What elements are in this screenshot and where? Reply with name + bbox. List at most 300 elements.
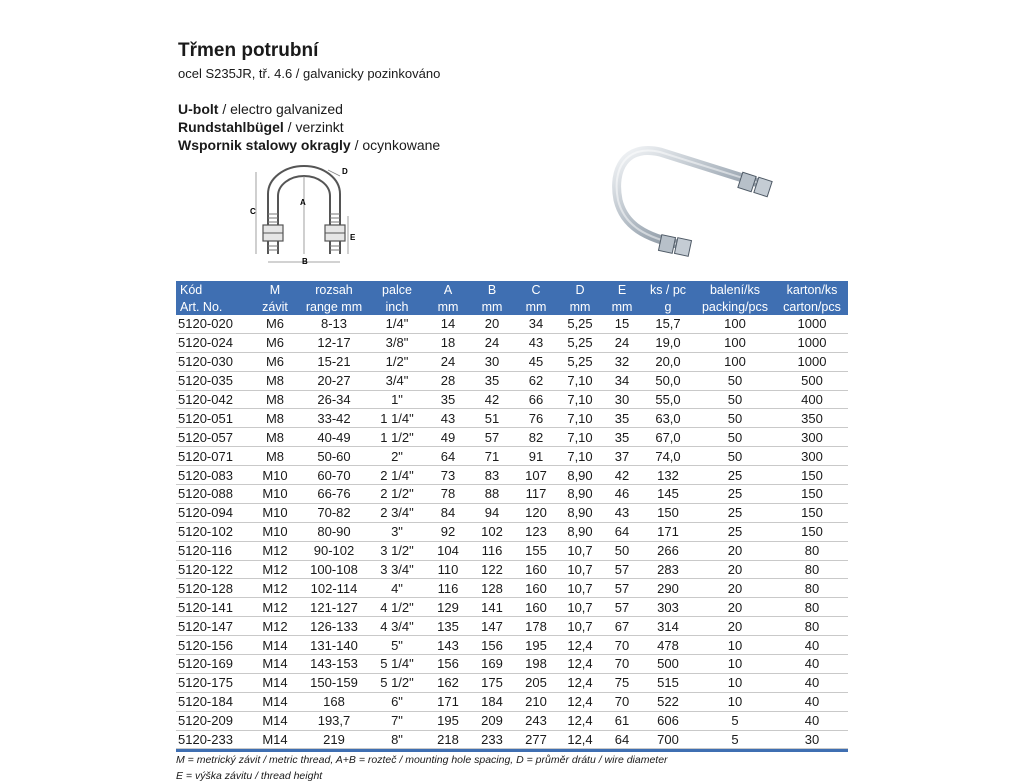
footnote-2: E = výška závitu / thread height [176, 770, 323, 783]
table-cell: 30 [470, 352, 514, 371]
table-cell: 3/8" [368, 333, 426, 352]
table-cell: 150 [776, 466, 848, 485]
table-cell: 83 [470, 466, 514, 485]
table-cell: M10 [250, 466, 300, 485]
table-cell: M10 [250, 503, 300, 522]
table-cell: 155 [514, 541, 558, 560]
table-cell: 12,4 [558, 655, 602, 674]
table-cell: 1 1/4" [368, 409, 426, 428]
table-cell: 102-114 [300, 579, 368, 598]
column-header: Kód [180, 282, 203, 297]
table-cell: 1/2" [368, 352, 426, 371]
table-cell: 20 [694, 541, 776, 560]
table-cell: 266 [642, 541, 694, 560]
column-subheader: packing/pcs [701, 299, 768, 314]
table-cell: 40 [776, 711, 848, 730]
table-cell: 126-133 [300, 617, 368, 636]
table-cell: 1" [368, 390, 426, 409]
product-names [178, 100, 440, 154]
table-row [176, 636, 848, 655]
table-cell: 120 [514, 503, 558, 522]
material-subtitle: ocel S235JR, tř. 4.6 / galvanicky pozinkováno [178, 66, 441, 81]
table-cell: 37 [602, 447, 642, 466]
table-cell: 43 [426, 409, 470, 428]
table-cell: 100 [694, 352, 776, 371]
product-name-en: U-bolt / electro galvanized [178, 101, 343, 117]
table-header-row [176, 281, 848, 298]
table-cell: 34 [514, 315, 558, 333]
table-cell: 10,7 [558, 541, 602, 560]
dimension-table [176, 281, 848, 749]
dimension-table-section [176, 281, 848, 784]
table-cell: 80 [776, 598, 848, 617]
table-cell: 35 [426, 390, 470, 409]
table-cell: 20 [694, 617, 776, 636]
table-cell: 169 [470, 655, 514, 674]
table-cell: M8 [250, 428, 300, 447]
table-cell: 123 [514, 522, 558, 541]
table-cell: 5120-030 [176, 352, 250, 371]
table-cell: 10,7 [558, 598, 602, 617]
table-subheader-row [176, 298, 848, 315]
table-cell: 10 [694, 673, 776, 692]
table-cell: 7,10 [558, 390, 602, 409]
table-cell: 175 [470, 673, 514, 692]
table-cell: 15,7 [642, 315, 694, 333]
table-cell: 26-34 [300, 390, 368, 409]
table-cell: 5120-141 [176, 598, 250, 617]
table-cell: 2 3/4" [368, 503, 426, 522]
table-cell: 55,0 [642, 390, 694, 409]
table-cell: 70-82 [300, 503, 368, 522]
table-cell: M14 [250, 636, 300, 655]
table-cell: 3/4" [368, 371, 426, 390]
table-cell: 57 [602, 560, 642, 579]
table-cell: 219 [300, 730, 368, 749]
table-cell: 50 [694, 409, 776, 428]
table-cell: 147 [470, 617, 514, 636]
table-cell: 84 [426, 503, 470, 522]
table-cell: 500 [642, 655, 694, 674]
table-cell: M10 [250, 522, 300, 541]
column-subheader: inch [385, 299, 409, 314]
table-cell: 8,90 [558, 503, 602, 522]
table-cell: 14 [426, 315, 470, 333]
table-cell: 12-17 [300, 333, 368, 352]
table-cell: 606 [642, 711, 694, 730]
table-cell: 5,25 [558, 333, 602, 352]
column-header: A [443, 282, 453, 297]
table-cell: 64 [426, 447, 470, 466]
column-header: D [575, 282, 585, 297]
table-cell: 1000 [776, 315, 848, 333]
table-cell: M12 [250, 560, 300, 579]
table-cell: 5120-102 [176, 522, 250, 541]
table-cell: 57 [602, 598, 642, 617]
table-cell: 131-140 [300, 636, 368, 655]
table-cell: 5 1/2" [368, 673, 426, 692]
table-cell: 70 [602, 655, 642, 674]
table-cell: 5120-128 [176, 579, 250, 598]
table-cell: M14 [250, 673, 300, 692]
table-cell: 700 [642, 730, 694, 749]
table-cell: 45 [514, 352, 558, 371]
table-cell: 61 [602, 711, 642, 730]
table-cell: 24 [602, 333, 642, 352]
table-cell: 64 [602, 730, 642, 749]
table-cell: 5120-088 [176, 485, 250, 504]
table-cell: M8 [250, 390, 300, 409]
table-cell: M14 [250, 692, 300, 711]
column-header: balení/ks [709, 282, 761, 297]
table-cell: 92 [426, 522, 470, 541]
table-cell: 209 [470, 711, 514, 730]
table-cell: 63,0 [642, 409, 694, 428]
table-cell: 12,4 [558, 692, 602, 711]
table-cell: 80 [776, 617, 848, 636]
table-cell: 314 [642, 617, 694, 636]
table-cell: 160 [514, 560, 558, 579]
table-body [176, 315, 848, 749]
table-cell: 91 [514, 447, 558, 466]
table-cell: 100 [694, 333, 776, 352]
table-cell: 5120-020 [176, 315, 250, 333]
table-row [176, 409, 848, 428]
table-cell: 162 [426, 673, 470, 692]
table-cell: 30 [602, 390, 642, 409]
table-cell: 5120-035 [176, 371, 250, 390]
table-cell: 15-21 [300, 352, 368, 371]
column-subheader: mm [481, 299, 503, 314]
table-cell: 10 [694, 636, 776, 655]
table-cell: 2" [368, 447, 426, 466]
table-cell: 2 1/4" [368, 466, 426, 485]
table-cell: 400 [776, 390, 848, 409]
table-cell: 1000 [776, 333, 848, 352]
table-cell: 5120-122 [176, 560, 250, 579]
table-cell: 1/4" [368, 315, 426, 333]
table-cell: 66 [514, 390, 558, 409]
u-bolt-drawing [248, 162, 360, 266]
table-row [176, 390, 848, 409]
table-cell: 5120-116 [176, 541, 250, 560]
table-cell: 25 [694, 503, 776, 522]
column-header: rozsah [315, 282, 353, 297]
table-row [176, 371, 848, 390]
table-cell: M10 [250, 485, 300, 504]
column-subheader: mm [569, 299, 591, 314]
table-cell: 43 [514, 333, 558, 352]
table-cell: 5120-209 [176, 711, 250, 730]
table-cell: 35 [470, 371, 514, 390]
table-cell: M8 [250, 409, 300, 428]
table-row [176, 352, 848, 371]
table-cell: 3" [368, 522, 426, 541]
table-cell: 12,4 [558, 636, 602, 655]
table-cell: 74,0 [642, 447, 694, 466]
table-cell: 12,4 [558, 673, 602, 692]
table-cell: 80 [776, 560, 848, 579]
table-row [176, 617, 848, 636]
table-cell: 5120-147 [176, 617, 250, 636]
table-cell: 66-76 [300, 485, 368, 504]
table-cell: 5120-184 [176, 692, 250, 711]
table-cell: 2 1/2" [368, 485, 426, 504]
table-cell: M6 [250, 333, 300, 352]
table-row [176, 598, 848, 617]
table-cell: 49 [426, 428, 470, 447]
table-cell: 35 [602, 409, 642, 428]
table-cell: 116 [470, 541, 514, 560]
table-cell: 5" [368, 636, 426, 655]
table-cell: 195 [426, 711, 470, 730]
column-subheader: carton/pcs [783, 299, 841, 314]
table-cell: 122 [470, 560, 514, 579]
table-cell: 243 [514, 711, 558, 730]
table-cell: 40 [776, 673, 848, 692]
table-cell: 116 [426, 579, 470, 598]
column-subheader: g [664, 299, 672, 314]
column-header: E [617, 282, 627, 297]
table-cell: 193,7 [300, 711, 368, 730]
table-cell: 150 [776, 485, 848, 504]
table-cell: 5120-071 [176, 447, 250, 466]
table-cell: 7" [368, 711, 426, 730]
table-cell: M14 [250, 730, 300, 749]
table-row [176, 447, 848, 466]
column-subheader: range mm [305, 299, 363, 314]
table-cell: 8,90 [558, 466, 602, 485]
table-cell: 50 [694, 390, 776, 409]
table-row [176, 711, 848, 730]
table-cell: M8 [250, 371, 300, 390]
table-cell: 78 [426, 485, 470, 504]
table-cell: 80 [776, 541, 848, 560]
table-cell: 20-27 [300, 371, 368, 390]
table-row [176, 315, 848, 333]
column-subheader: mm [611, 299, 633, 314]
table-cell: 82 [514, 428, 558, 447]
table-cell: 50 [694, 428, 776, 447]
column-subheader: mm [437, 299, 459, 314]
table-cell: 5,25 [558, 352, 602, 371]
table-cell: M14 [250, 655, 300, 674]
table-cell: 168 [300, 692, 368, 711]
table-cell: 300 [776, 447, 848, 466]
table-cell: 500 [776, 371, 848, 390]
table-cell: 233 [470, 730, 514, 749]
table-cell: 20 [694, 560, 776, 579]
column-header: palce [382, 282, 412, 297]
table-cell: 7,10 [558, 409, 602, 428]
table-cell: 150 [642, 503, 694, 522]
table-cell: 35 [602, 428, 642, 447]
label-c: C [250, 207, 256, 216]
table-cell: 350 [776, 409, 848, 428]
table-cell: 5120-233 [176, 730, 250, 749]
table-cell: 143 [426, 636, 470, 655]
table-cell: 70 [602, 636, 642, 655]
table-cell: 277 [514, 730, 558, 749]
table-cell: 5120-175 [176, 673, 250, 692]
table-cell: 128 [470, 579, 514, 598]
table-cell: M12 [250, 541, 300, 560]
table-cell: 12,4 [558, 711, 602, 730]
table-cell: 43 [602, 503, 642, 522]
table-cell: 5120-024 [176, 333, 250, 352]
table-cell: 100 [694, 315, 776, 333]
table-row [176, 503, 848, 522]
table-row [176, 522, 848, 541]
table-cell: 3 3/4" [368, 560, 426, 579]
table-cell: 5120-051 [176, 409, 250, 428]
table-cell: 25 [694, 466, 776, 485]
table-cell: 4 1/2" [368, 598, 426, 617]
table-cell: 75 [602, 673, 642, 692]
table-cell: 88 [470, 485, 514, 504]
table-cell: 12,4 [558, 730, 602, 749]
table-row [176, 655, 848, 674]
table-cell: 24 [470, 333, 514, 352]
table-cell: 5120-094 [176, 503, 250, 522]
table-cell: 25 [694, 522, 776, 541]
table-cell: 5 1/4" [368, 655, 426, 674]
table-cell: 60-70 [300, 466, 368, 485]
table-cell: 40 [776, 655, 848, 674]
table-row [176, 673, 848, 692]
table-cell: 141 [470, 598, 514, 617]
table-cell: 478 [642, 636, 694, 655]
table-cell: 160 [514, 598, 558, 617]
table-cell: M12 [250, 598, 300, 617]
table-cell: 150-159 [300, 673, 368, 692]
column-subheader: Art. No. [180, 299, 223, 314]
table-cell: M8 [250, 447, 300, 466]
table-cell: 117 [514, 485, 558, 504]
table-row [176, 333, 848, 352]
table-cell: 71 [470, 447, 514, 466]
table-cell: 5120-083 [176, 466, 250, 485]
table-cell: 80 [776, 579, 848, 598]
table-row [176, 485, 848, 504]
table-cell: 3 1/2" [368, 541, 426, 560]
table-row [176, 428, 848, 447]
table-cell: 76 [514, 409, 558, 428]
table-cell: M6 [250, 315, 300, 333]
table-cell: 5120-042 [176, 390, 250, 409]
table-cell: 80-90 [300, 522, 368, 541]
table-cell: M6 [250, 352, 300, 371]
table-cell: 7,10 [558, 371, 602, 390]
table-cell: 62 [514, 371, 558, 390]
table-cell: 290 [642, 579, 694, 598]
label-a: A [300, 198, 306, 207]
table-cell: 50 [602, 541, 642, 560]
table-cell: 303 [642, 598, 694, 617]
table-cell: 6" [368, 692, 426, 711]
table-row [176, 730, 848, 749]
column-header: C [531, 282, 541, 297]
table-cell: M12 [250, 579, 300, 598]
table-cell: 156 [426, 655, 470, 674]
table-cell: 1 1/2" [368, 428, 426, 447]
table-cell: 18 [426, 333, 470, 352]
table-cell: 107 [514, 466, 558, 485]
table-cell: 300 [776, 428, 848, 447]
table-cell: 94 [470, 503, 514, 522]
table-cell: 195 [514, 636, 558, 655]
table-cell: 184 [470, 692, 514, 711]
table-cell: 171 [642, 522, 694, 541]
product-name-pl: Wspornik stalowy okragly / ocynkowane [178, 137, 441, 153]
table-cell: 10,7 [558, 560, 602, 579]
column-header: karton/ks [786, 282, 838, 297]
table-cell: 121-127 [300, 598, 368, 617]
column-header: B [487, 282, 497, 297]
label-d: D [342, 167, 348, 176]
table-cell: 70 [602, 692, 642, 711]
table-cell: 7,10 [558, 428, 602, 447]
column-subheader: závit [262, 299, 288, 314]
table-cell: 5120-156 [176, 636, 250, 655]
table-cell: 102 [470, 522, 514, 541]
u-bolt-photo [600, 130, 790, 270]
table-cell: 24 [426, 352, 470, 371]
table-cell: 210 [514, 692, 558, 711]
table-cell: 67,0 [642, 428, 694, 447]
table-bottom-rule [176, 749, 848, 752]
table-cell: 25 [694, 485, 776, 504]
table-cell: 42 [470, 390, 514, 409]
table-cell: 51 [470, 409, 514, 428]
table-cell: 40-49 [300, 428, 368, 447]
table-cell: 10,7 [558, 579, 602, 598]
table-cell: 171 [426, 692, 470, 711]
table-cell: 57 [602, 579, 642, 598]
table-cell: 28 [426, 371, 470, 390]
table-row [176, 579, 848, 598]
table-cell: 1000 [776, 352, 848, 371]
table-cell: 30 [776, 730, 848, 749]
table-cell: 156 [470, 636, 514, 655]
table-cell: M12 [250, 617, 300, 636]
table-cell: 42 [602, 466, 642, 485]
table-cell: 143-153 [300, 655, 368, 674]
table-cell: 15 [602, 315, 642, 333]
footnote-1: M = metrický závit / metric thread, A+B = rozteč / mounting hole spacing, D = průměr drátu / wire diameter [176, 754, 668, 767]
table-cell: 135 [426, 617, 470, 636]
table-cell: 40 [776, 692, 848, 711]
table-cell: 73 [426, 466, 470, 485]
table-cell: 64 [602, 522, 642, 541]
table-cell: 20,0 [642, 352, 694, 371]
table-cell: 34 [602, 371, 642, 390]
table-cell: 19,0 [642, 333, 694, 352]
table-row [176, 466, 848, 485]
table-cell: 178 [514, 617, 558, 636]
table-cell: 8,90 [558, 485, 602, 504]
table-cell: 5 [694, 730, 776, 749]
table-cell: 10 [694, 655, 776, 674]
table-row [176, 560, 848, 579]
table-cell: 132 [642, 466, 694, 485]
table-cell: 110 [426, 560, 470, 579]
table-cell: 5120-169 [176, 655, 250, 674]
table-cell: 4" [368, 579, 426, 598]
table-cell: 145 [642, 485, 694, 504]
table-cell: 10 [694, 692, 776, 711]
table-cell: 104 [426, 541, 470, 560]
